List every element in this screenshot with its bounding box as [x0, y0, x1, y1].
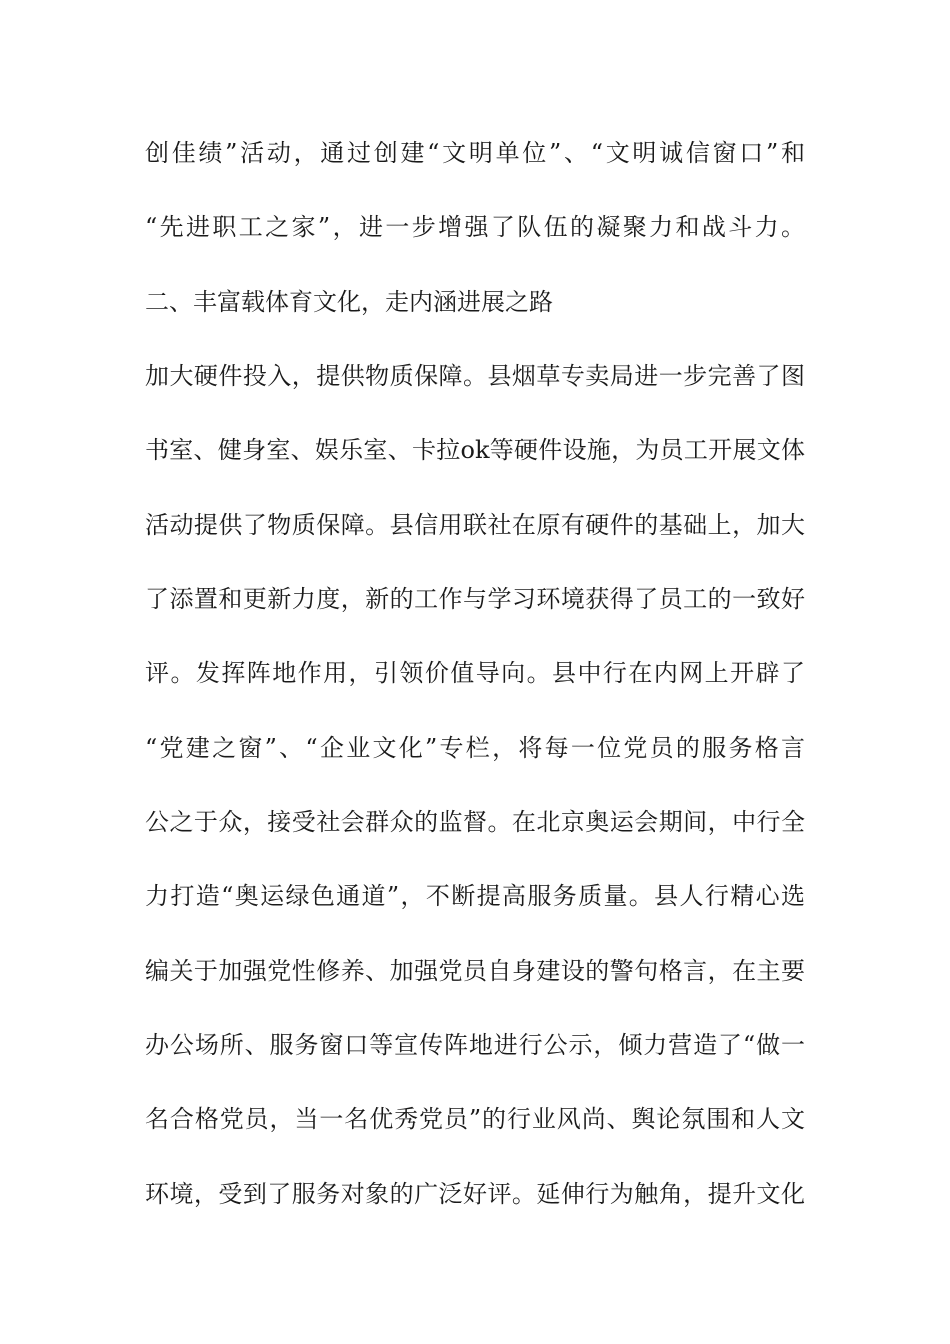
- text-line: 公之于众，接受社会群众的监督。在北京奥运会期间，中行全: [145, 808, 805, 836]
- text-line: 环境，受到了服务对象的广泛好评。延伸行为触角，提升文化: [145, 1180, 805, 1208]
- text-line: 评。发挥阵地作用，引领价值导向。县中行在内网上开辟了: [145, 659, 805, 687]
- text-line: 活动提供了物质保障。县信用联社在原有硬件的基础上，加大: [145, 511, 805, 539]
- text-line: 了添置和更新力度，新的工作与学习环境获得了员工的一致好: [145, 585, 805, 613]
- text-line: 书室、健身室、娱乐室、卡拉ok等硬件设施，为员工开展文体: [145, 436, 805, 464]
- text-line: 办公场所、服务窗口等宣传阵地进行公示，倾力营造了“做一: [145, 1031, 805, 1059]
- text-line: “党建之窗”、“企业文化”专栏，将每一位党员的服务格言: [145, 734, 805, 762]
- text-line: “先进职工之家”，进一步增强了队伍的凝聚力和战斗力。: [145, 213, 805, 241]
- section-heading: 二、丰富载体育文化，走内涵进展之路: [145, 288, 553, 316]
- text-line: 力打造“奥运绿色通道”，不断提高服务质量。县人行精心选: [145, 882, 805, 910]
- text-line: 名合格党员，当一名优秀党员”的行业风尚、舆论氛围和人文: [145, 1105, 805, 1133]
- text-line: 加大硬件投入，提供物质保障。县烟草专卖局进一步完善了图: [145, 362, 805, 390]
- text-line: 创佳绩”活动，通过创建“文明单位”、“文明诚信窗口”和: [145, 139, 805, 167]
- text-line: 编关于加强党性修养、加强党员自身建设的警句格言，在主要: [145, 957, 805, 985]
